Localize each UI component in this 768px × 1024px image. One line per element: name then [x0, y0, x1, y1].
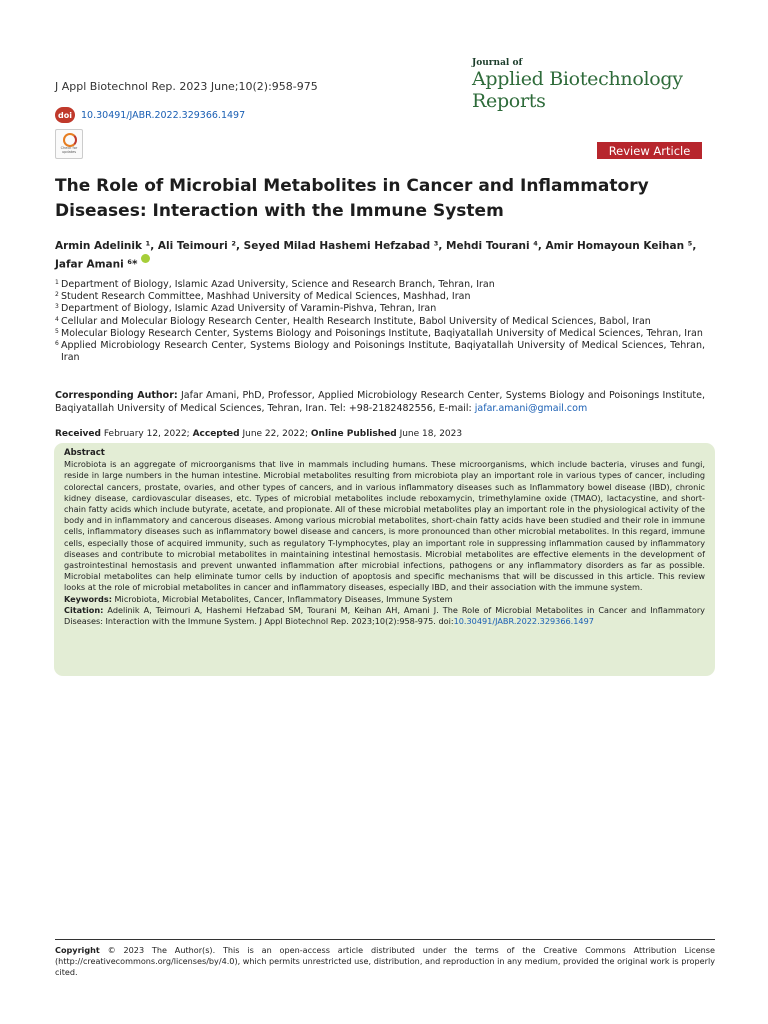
- author-list: [55, 238, 715, 273]
- copyright-notice: [55, 945, 715, 978]
- keywords-label: Keywords:: [64, 593, 112, 604]
- affiliation-item: [55, 316, 705, 328]
- check-updates-icon: [63, 133, 77, 147]
- journal-citation: J Appl Biotechnol Rep. 2023 June;10(2):958-975: [55, 80, 318, 93]
- affiliation-text: Department of Biology, Islamic Azad University, Science and Research Branch, Tehran, Iran: [61, 279, 495, 290]
- affiliation-text: Cellular and Molecular Biology Research Center, Health Research Institute, Babol University of Medical Sciences, Babol, Iran: [61, 315, 651, 327]
- abstract-box: [54, 443, 715, 676]
- journal-logo: [472, 58, 683, 112]
- authors-line2: Jafar Amani ⁶*: [55, 258, 138, 271]
- journal-name-line1: Applied Biotechnology: [472, 68, 683, 90]
- affiliation-text: Department of Biology, Islamic Azad University of Varamin-Pishva, Tehran, Iran: [61, 303, 437, 315]
- abstract-body: Microbiota is an aggregate of microorganisms that live in mammals including humans. These microorganisms, which include bacteria, viruses and fungi, reside in large numbers in the human intestine. Microbial metabolites resulting from microbiota play an important role in various types of cancer, including colorectal cancers, prostate, ovaries, and other types of cancers, and in various inflammatory diseases such as Inflammatory bowel disease (IBD), chronic kidney disease, cardiovascular diseases, etc. Types of microbial metabolites include reboxamycin, trimethylamine oxide (TMAO), lactacystine, and short-chain fatty acids which include butyrate, acetate, and propionate. All of these microbial metabolites play an important role in the physiological activity of the body and in inflammatory and cancerous diseases. Among various microbial metabolites, short-chain fatty acids have been studied and their role in immune cells, inflammatory diseases such as inflammatory bowel disease and cancers, is more pronounced than other microbial metabolites. In this regard, immune cells, especially those of acquired immunity, such as regulatory T-lymphocytes, play an important role in suppressing inflammation caused by inflammatory diseases and contribute to microbial metabolites in maintaining intestinal hemostasis. Microbial metabolites are effective elements in the development of gastrointestinal hemostasis and prevent unwanted inflammation after microbial infections, pathogens or any inflammatory disorders as far as possible. Microbial metabolites can help eliminate tumor cells by induction of apoptosis and specific mechanisms that will be discussed in this article. This review looks at the role of microbial metabolites in cancer and inflammatory diseases, especially IBD, and their association with the immune system.: [64, 459, 705, 593]
- affiliation-number: 1: [55, 279, 59, 286]
- affiliation-number: 6: [55, 340, 59, 348]
- online-date: June 18, 2023: [396, 429, 463, 439]
- orcid-icon[interactable]: [141, 254, 150, 263]
- journal-of: Journal of: [472, 58, 523, 68]
- affiliation-number: 3: [55, 303, 59, 311]
- article-type-badge: Review Article: [597, 142, 702, 159]
- citation-text: Adelinik A, Teimouri A, Hashemi Hefzabad SM, Tourani M, Keihan AH, Amani J. The Role of Microbial Metabolites in Cancer and Inflammatory Diseases: Interaction with the Immune System. J Appl Biotechnol Rep. 2023;10(2):958-975. doi:: [64, 604, 705, 627]
- affiliation-text: Molecular Biology Research Center, Systems Biology and Poisonings Institute, Baqiyatallah University of Medical Sciences, Tehran, Iran: [61, 327, 703, 339]
- keywords: [64, 594, 705, 605]
- copyright-text: © 2023 The Author(s). This is an open-access article distributed under the terms of the Creative Commons Attribution License (http://creativecommons.org/licenses/by/4.0), which permits unrestricted use, distribution, and reproduction in any medium, provided the original work is properly cited.: [55, 945, 715, 977]
- corresponding-label: Corresponding Author:: [55, 390, 178, 401]
- footer-divider: [55, 939, 715, 940]
- authors-line1: Armin Adelinik ¹, Ali Teimouri ², Seyed Milad Hashemi Hefzabad ³, Mehdi Tourani ⁴, Amir Homayoun Keihan ⁵,: [55, 240, 697, 252]
- check-for-updates-button[interactable]: [55, 129, 83, 159]
- doi-icon: doi: [55, 107, 75, 123]
- affiliations: [55, 279, 705, 364]
- affiliation-text: Applied Microbiology Research Center, Systems Biology and Poisonings Institute, Baqiyatallah University of Medical Sciences, Tehran, Iran: [61, 340, 705, 364]
- abstract-heading: Abstract: [64, 448, 105, 458]
- doi-row: [55, 106, 245, 124]
- affiliation-number: 4: [55, 315, 59, 323]
- affiliation-item: [55, 303, 705, 315]
- online-label: Online Published: [310, 429, 397, 439]
- authors-line2-wrap: [55, 254, 715, 273]
- affiliation-item: [55, 340, 705, 364]
- email-link[interactable]: jafar.amani@gmail.com: [474, 402, 588, 414]
- article-title: The Role of Microbial Metabolites in Cancer and Inflammatory Diseases: Interaction with the Immune System: [55, 176, 649, 221]
- affiliation-item: [55, 291, 705, 303]
- affiliation-item: [55, 279, 705, 291]
- doi-link[interactable]: 10.30491/JABR.2022.329366.1497: [81, 109, 246, 121]
- affiliation-number: 2: [55, 291, 59, 299]
- accepted-date: June 22, 2022;: [239, 429, 311, 439]
- publication-dates: [55, 429, 462, 439]
- corresponding-text: Jafar Amani, PhD, Professor, Applied Microbiology Research Center, Systems Biology and Poisonings Institute, Baqiyatallah University of Medical Sciences, Tehran, Iran. Tel: +98-2182482556, E-mail:: [55, 390, 705, 414]
- citation-label: Citation:: [64, 604, 104, 615]
- corresponding-author: [55, 390, 705, 415]
- affiliation-item: [55, 328, 705, 340]
- copyright-label: Copyright: [55, 945, 100, 955]
- received-label: Received: [55, 429, 101, 439]
- journal-name-line2: Reports: [472, 90, 546, 112]
- citation: [64, 605, 705, 627]
- abstract-content: [64, 448, 705, 627]
- check-updates-label: Check for updates: [60, 146, 78, 154]
- accepted-label: Accepted: [192, 429, 240, 439]
- keywords-text: Microbiota, Microbial Metabolites, Cancer, Inflammatory Diseases, Immune System: [111, 593, 453, 604]
- received-date: February 12, 2022;: [100, 429, 193, 439]
- affiliation-text: Student Research Committee, Mashhad University of Medical Sciences, Mashhad, Iran: [61, 291, 471, 303]
- affiliation-number: 5: [55, 327, 59, 335]
- citation-doi-link[interactable]: 10.30491/JABR.2022.329366.1497: [453, 616, 594, 627]
